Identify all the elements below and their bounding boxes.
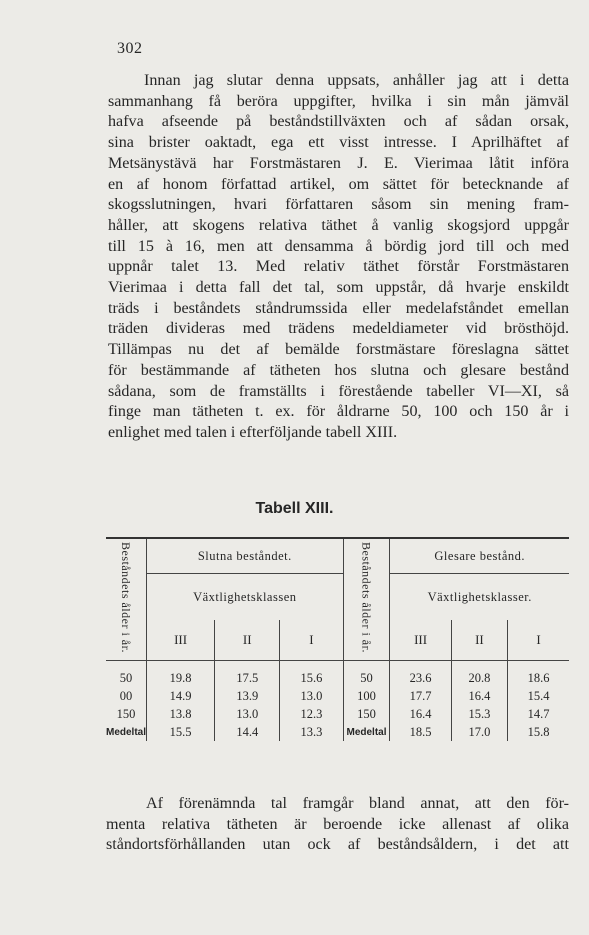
class-header: II <box>215 620 280 661</box>
table-row: 150 13.8 13.0 12.3 150 16.4 15.3 14.7 <box>106 705 569 723</box>
text-line: sådana, som de framställts i förestående tabeller VI—XI, så <box>108 382 569 400</box>
text-line: finge man tätheten t. ex. för åldrarne 50, 100 och 150 år i <box>108 403 569 421</box>
text-line: Metsänystävä har Forstmästaren J. E. Vierimaa låtit införa <box>108 154 569 172</box>
text-line: uppnår talet 13. Med relativ täthet förstår Forstmästaren <box>108 258 569 276</box>
class-header: I <box>508 620 569 661</box>
text-line: hafva afseende på beståndstillväxten och af sådan orsak, <box>108 113 569 131</box>
text-line: ståndortsförhållanden utan ock af beståndsåldern, i det att <box>106 836 569 853</box>
text-line: till 15 à 16, men att densamma å bördig jord till och med <box>108 237 569 255</box>
right-class-label: Växtlighetsklasser. <box>390 574 569 621</box>
paragraph-1 <box>108 71 569 444</box>
text-line: skogsslutningen, hvari författaren såsom sin mening fram- <box>108 196 569 214</box>
table-row: Medeltal 15.5 14.4 13.3 Medeltal 18.5 17.0 15.8 <box>106 723 569 741</box>
text-line: sammanhang få beröra uppgifter, hvilka i sin mån jämväl <box>108 92 569 110</box>
growth-density-table <box>106 537 569 741</box>
text-line: för bestämmande af tätheten hos slutna och glesare bestånd <box>108 361 569 379</box>
left-group-title: Slutna beståndet. <box>147 538 344 574</box>
class-header: I <box>280 620 343 661</box>
text-line: träden divideras med trädens medeldiameter vid brösthöjd. <box>108 320 569 338</box>
text-line: en af honom författad artikel, om sättet för betecknande af <box>108 175 569 193</box>
class-header: III <box>390 620 451 661</box>
text-line: menta relativa tätheten är beroende icke allenast af olika <box>106 815 569 833</box>
text-line: enlighet med talen i efterföljande tabell XIII. <box>108 423 398 441</box>
class-header: II <box>451 620 507 661</box>
table-row: 00 14.9 13.9 13.0 100 17.7 16.4 15.4 <box>106 687 569 705</box>
text-line: håller, att skogens relativa täthet å vanlig skogsjord uppgår <box>108 216 569 234</box>
age-header-left: Beståndets ålder i år. <box>106 538 147 661</box>
text-line: träds i beståndets ståndrumssida eller medelafståndet emellan <box>108 299 569 317</box>
age-header-right: Beståndets ålder i år. <box>343 538 390 661</box>
text-line: Vierimaa i detta fall det tal, som uppstår, då hvarje enskildt <box>108 279 569 297</box>
text-line: Tillämpas nu det af bemälde forstmästare föreslagna sättet <box>108 341 569 359</box>
paragraph-2 <box>106 794 569 856</box>
right-group-title: Glesare bestånd. <box>390 538 569 574</box>
page-number: 302 <box>117 40 143 57</box>
left-class-label: Växtlighetsklassen <box>147 574 344 621</box>
table-title: Tabell XIII. <box>255 500 334 517</box>
text-line: Af förenämnda tal framgår bland annat, att den för- <box>146 795 569 812</box>
text-line: Innan jag slutar denna uppsats, anhåller jag att i detta <box>144 72 569 89</box>
class-header: III <box>147 620 215 661</box>
table-row: 50 19.8 17.5 15.6 50 23.6 20.8 18.6 <box>106 661 569 688</box>
text-line: sina brister oaktadt, ega ett visst intresse. I Aprilhäftet af <box>108 134 569 152</box>
